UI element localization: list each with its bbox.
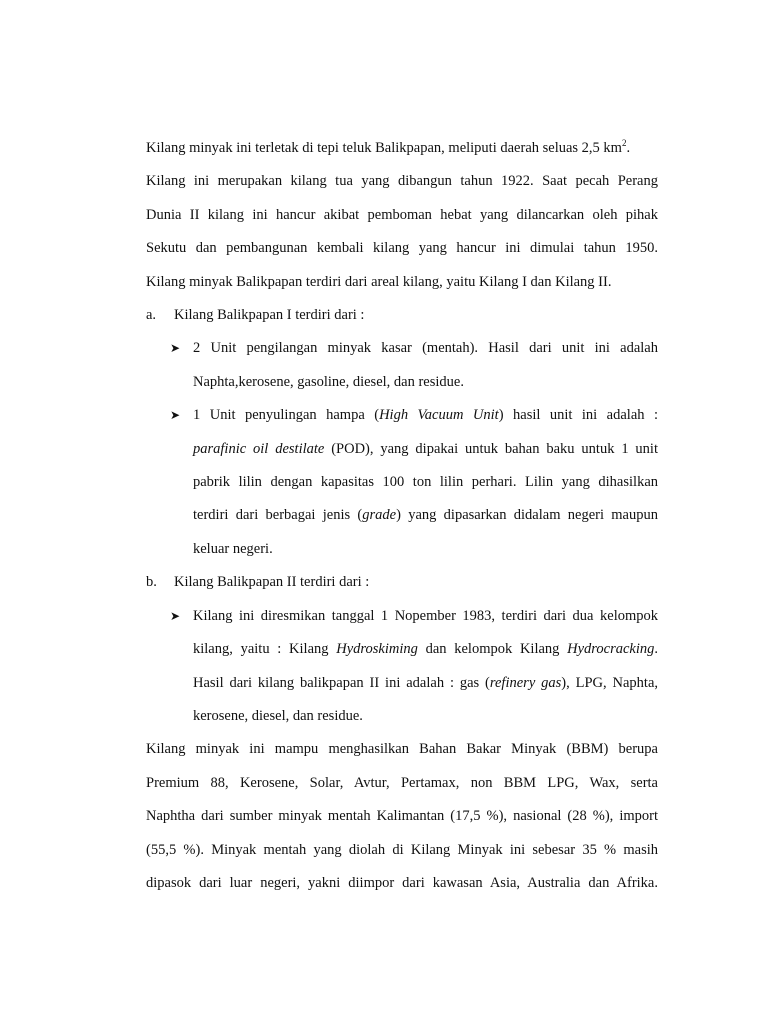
arrowhead-bullet-icon: ➤ — [170, 408, 181, 423]
bullet-line: kilang, yaitu : Kilang Hydroskiming dan kelompok Kilang Hydrocracking. — [193, 641, 658, 658]
para2-line5: dipasok dari luar negeri, yakni diimpor dari kawasan Asia, Australia dan Afrika. — [146, 874, 658, 891]
bullet-line: Hasil dari kilang balikpapan II ini adalah : gas (refinery gas), LPG, Naphta, — [193, 674, 659, 691]
section-b-marker: b. — [146, 574, 157, 591]
para2-line1: Kilang minyak ini mampu menghasilkan Bahan Bakar Minyak (BBM) berupa — [146, 741, 658, 758]
para2-line3: Naphtha dari sumber minyak mentah Kalimantan (17,5 %), nasional (28 %), import — [146, 808, 658, 825]
para1-line4: Sekutu dan pembangunan kembali kilang yang hancur ini dimulai tahun 1950. — [146, 240, 658, 257]
arrowhead-bullet-icon: ➤ — [170, 608, 181, 623]
para1-line1: Kilang minyak ini terletak di tepi teluk Balikpapan, meliputi daerah seluas 2,5 $km^2$. — [146, 138, 631, 156]
section-a-heading — [146, 299, 658, 332]
section-b-heading — [146, 566, 658, 599]
bullet-line: Kilang ini diresmikan tanggal 1 Nopember 1983, terdiri dari dua kelompok — [193, 607, 658, 624]
section-a-bullet-1 — [146, 332, 658, 399]
bullet-line: kerosene, diesel, dan residue. — [193, 707, 363, 724]
section-a-title: Kilang Balikpapan I terdiri dari : — [174, 307, 365, 324]
arrowhead-bullet-icon: ➤ — [170, 341, 181, 356]
para2-line4: (55,5 %). Minyak mentah yang diolah di Kilang Minyak ini sebesar 35 % masih — [146, 841, 658, 858]
section-a-marker: a. — [146, 307, 157, 324]
bullet-line: parafinic oil destilate (POD), yang dipakai untuk bahan baku untuk 1 unit — [193, 440, 658, 457]
bullet-line: terdiri dari berbagai jenis (grade) yang dipasarkan didalam negeri maupun — [193, 507, 658, 524]
section-b-bullet-1 — [146, 600, 658, 734]
bullet-line: 2 Unit pengilangan minyak kasar (mentah). Hasil dari unit ini adalah — [193, 340, 658, 357]
para1-line5: Kilang minyak Balikpapan terdiri dari areal kilang, yaitu Kilang I dan Kilang II. — [146, 273, 612, 290]
para1-line2: Kilang ini merupakan kilang tua yang dibangun tahun 1922. Saat pecah Perang — [146, 173, 658, 190]
bullet-line: keluar negeri. — [193, 540, 273, 557]
para1-line3: Dunia II kilang ini hancur akibat pemboman hebat yang dilancarkan oleh pihak — [146, 206, 658, 223]
document-body — [146, 132, 658, 900]
bullet-line: Naphta,kerosene, gasoline, diesel, dan residue. — [193, 373, 464, 390]
section-a-bullet-2 — [146, 399, 658, 566]
bullet-line: pabrik lilin dengan kapasitas 100 ton lilin perhari. Lilin yang dihasilkan — [193, 474, 658, 491]
section-b-title: Kilang Balikpapan II terdiri dari : — [174, 574, 370, 591]
para2-line2: Premium 88, Kerosene, Solar, Avtur, Pertamax, non BBM LPG, Wax, serta — [146, 774, 658, 791]
bullet-line: 1 Unit penyulingan hampa (High Vacuum Unit) hasil unit ini adalah : — [193, 407, 659, 424]
